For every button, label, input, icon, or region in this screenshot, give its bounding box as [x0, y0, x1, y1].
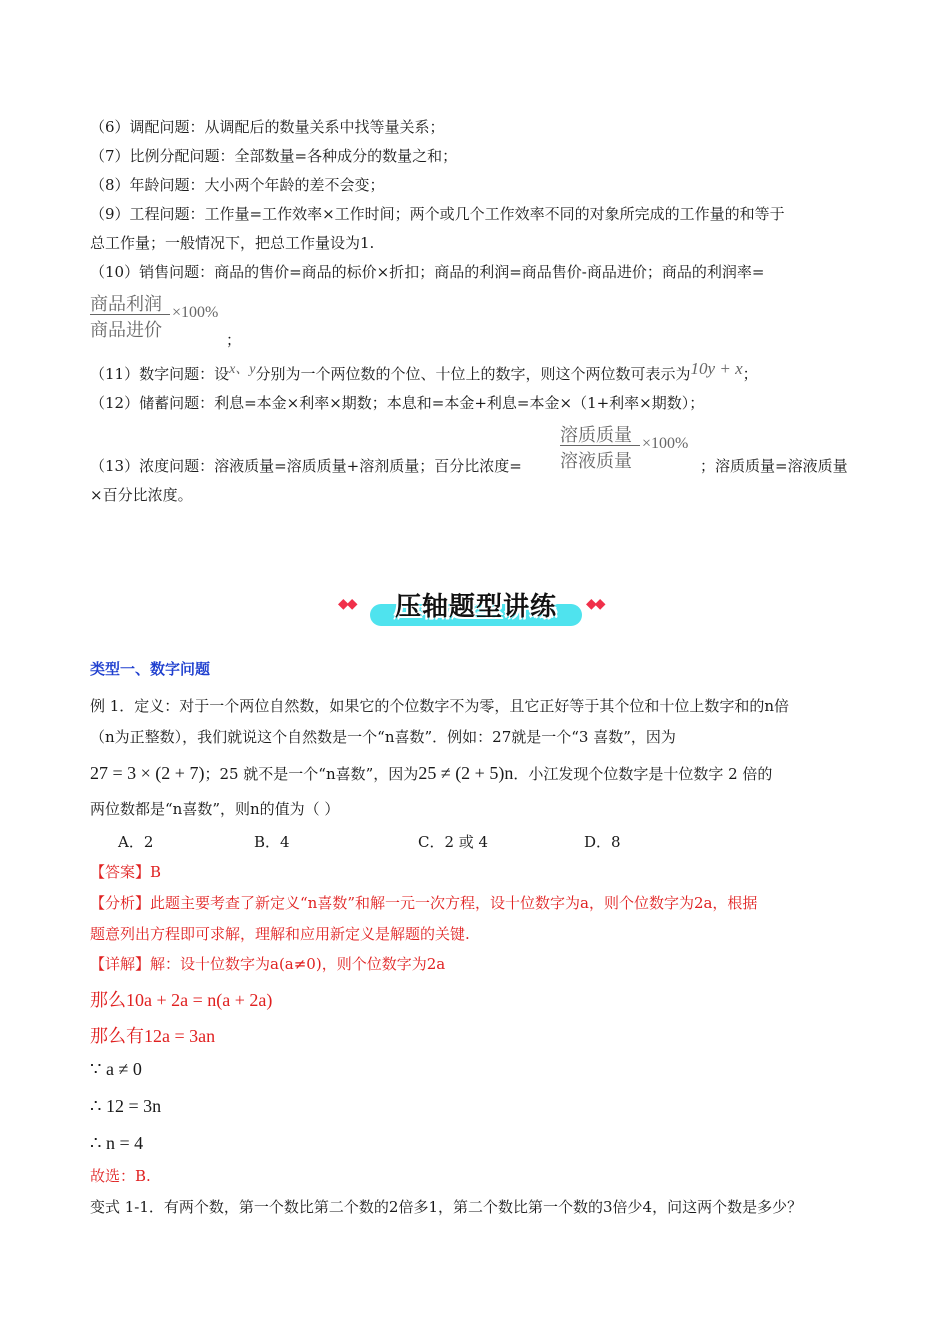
- formula-line-7: （7）比例分配问题：全部数量=各种成分的数量之和；: [90, 147, 458, 165]
- l11-vars: x、y: [229, 362, 256, 377]
- step-3: ∵ a ≠ 0: [90, 1059, 142, 1079]
- option-a: A．2: [118, 833, 154, 851]
- answer-line: 【答案】B: [90, 863, 162, 881]
- example-line-3b: ；25 就不是一个“n喜数”，因为: [204, 765, 419, 783]
- formula-line-10-end: ；: [226, 331, 242, 349]
- profit-rate-fraction: [90, 290, 240, 340]
- fraction-percent: ×100%: [642, 435, 689, 452]
- fraction-percent: ×100%: [172, 304, 219, 321]
- example-line-3d: ．小江发现个位数字是十位数字 2 倍的: [513, 765, 773, 783]
- example-line-2: （n为正整数），我们就说这个自然数是一个“n喜数”．例如：27就是一个“3 喜数”，因为: [90, 728, 676, 746]
- section-type-title: 类型一、数字问题: [90, 660, 211, 678]
- formula-line-9b: 总工作量；一般情况下，把总工作量设为1.: [90, 234, 375, 252]
- formula-line-11: [90, 359, 758, 386]
- analysis-line-2: 题意列出方程即可求解，理解和应用新定义是解题的关键.: [90, 925, 470, 943]
- diamond-right-icon: ◆◆: [586, 596, 604, 612]
- fraction-bar: [560, 445, 640, 446]
- example-line-4: 两位数都是“n喜数”，则n的值为（ ）: [90, 800, 340, 818]
- choose-line: 故选：B.: [90, 1167, 151, 1185]
- formula-line-13-post: ；溶质质量=溶液质量: [700, 457, 848, 475]
- formula-line-8: （8）年龄问题：大小两个年龄的差不会变；: [90, 176, 385, 194]
- formula-line-10: （10）销售问题：商品的售价=商品的标价×折扣；商品的利润=商品售价-商品进价；商品的利润率=: [90, 263, 765, 281]
- fraction-bar: [90, 314, 170, 315]
- l11-pre: （11）数字问题：设: [90, 365, 230, 383]
- banner-title: 压轴题型讲练: [394, 592, 557, 622]
- section-banner: [370, 584, 582, 628]
- step-2: 那么有12a = 3an: [90, 1026, 216, 1046]
- concentration-fraction: [560, 421, 710, 471]
- diamond-left-icon: ◆◆: [338, 596, 356, 612]
- step-1: 那么10a + 2a = n(a + 2a): [90, 990, 273, 1010]
- example-eq-1: 27 = 3 × (2 + 7): [90, 763, 205, 783]
- variant-line-1: 变式 1-1．有两个数，第一个数比第二个数的2倍多1，第二个数比第一个数的3倍少4，问这两个数是多少？: [90, 1198, 803, 1216]
- fraction-denominator: 商品进价: [90, 320, 162, 340]
- step-5: ∴ n = 4: [90, 1133, 144, 1153]
- fraction-numerator: 商品利润: [90, 294, 162, 314]
- example-line-3: [90, 763, 772, 784]
- example-line-1: 例 1．定义：对于一个两位自然数，如果它的个位数字不为零，且它正好等于其个位和十位上数字和的n倍: [90, 697, 789, 715]
- formula-line-13: （13）浓度问题：溶液质量=溶质质量+溶剂质量；百分比浓度=: [90, 457, 522, 475]
- formula-line-12: （12）储蓄问题：利息=本金×利率×期数；本息和=本金+利息=本金×（1+利率×期数）；: [90, 394, 705, 412]
- l11-end: ；: [742, 365, 758, 383]
- formula-line-6: （6）调配问题：从调配后的数量关系中找等量关系；: [90, 118, 445, 136]
- option-b: B．4: [254, 833, 290, 851]
- step-4: ∴ 12 = 3n: [90, 1096, 162, 1116]
- l11-expr: 10y + x: [690, 359, 743, 378]
- option-d: D．8: [584, 833, 621, 851]
- l11-mid: 分别为一个两位数的个位、十位上的数字，则这个两位数可表示为: [255, 365, 691, 383]
- option-c: C．2 或 4: [418, 833, 489, 851]
- formula-line-9a: （9）工程问题：工作量=工作效率×工作时间；两个或几个工作效率不同的对象所完成的工作量的和等于: [90, 205, 785, 223]
- example-eq-2: 25 ≠ (2 + 5)n: [418, 763, 514, 783]
- fraction-numerator: 溶质质量: [560, 425, 632, 445]
- detail-line: 【详解】解：设十位数字为a(a≠0)，则个位数字为2a: [90, 955, 446, 973]
- analysis-line-1: 【分析】此题主要考查了新定义“n喜数”和解一元一次方程，设十位数字为a，则个位数字为2a，根据: [90, 894, 758, 912]
- fraction-denominator: 溶液质量: [560, 451, 632, 471]
- formula-line-13b: ×百分比浓度。: [90, 486, 193, 504]
